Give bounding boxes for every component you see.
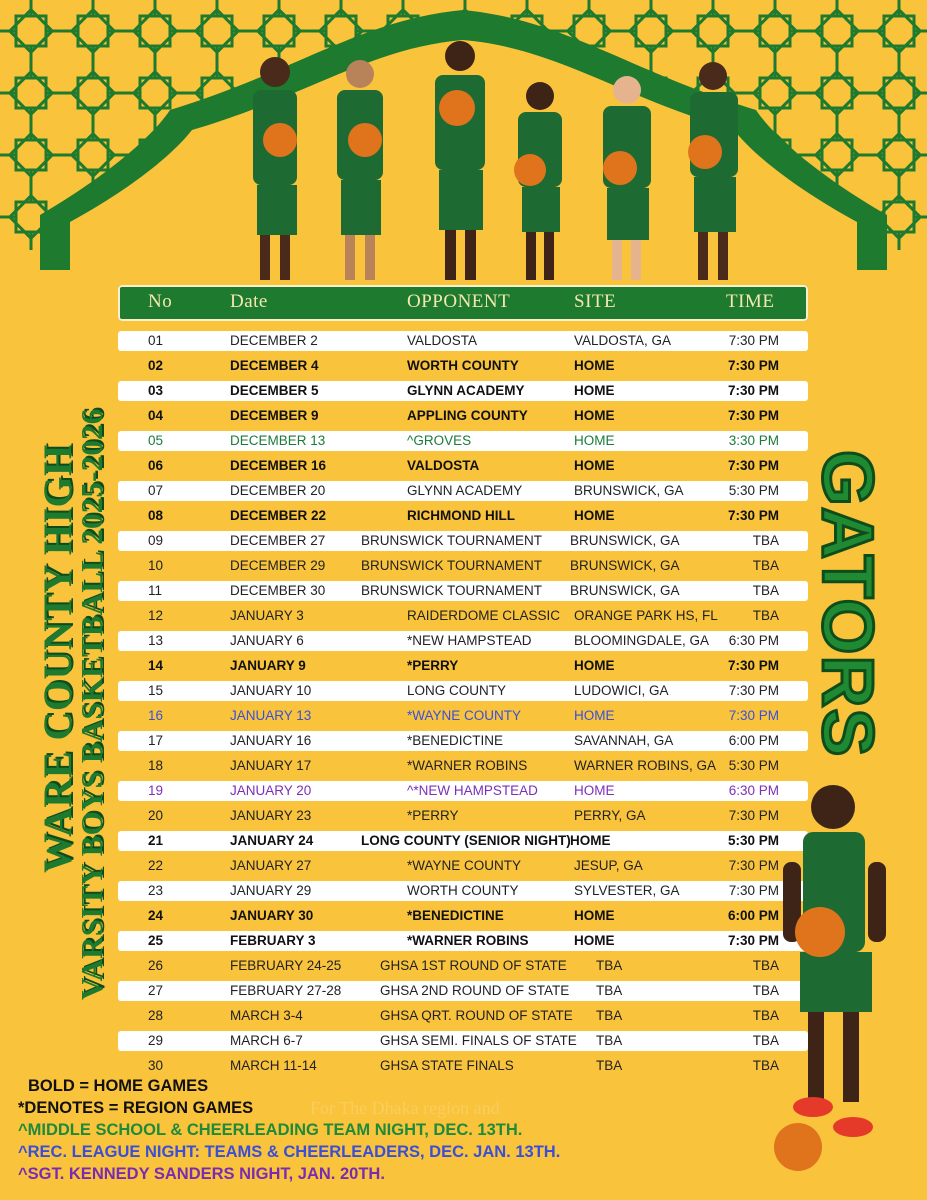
game-time: 6:30 PM [728,783,779,798]
game-time: TBA [752,1058,779,1073]
game-site: TBA [596,958,623,973]
game-opponent: GHSA QRT. ROUND OF STATE [380,1008,573,1023]
game-number: 21 [148,833,164,848]
header-no: No [148,291,173,312]
game-opponent: VALDOSTA [407,458,480,473]
game-number: 16 [148,708,164,723]
game-date: JANUARY 6 [230,633,304,648]
game-site: HOME [574,908,615,923]
schedule-row [118,531,808,551]
legend-bold: BOLD = HOME GAMES [28,1077,209,1095]
game-site: BLOOMINGDALE, GA [574,633,710,648]
legend-sgt-night: ^SGT. KENNEDY SANDERS NIGHT, JAN. 20TH. [18,1165,385,1183]
game-site: TBA [596,983,623,998]
header-date: Date [230,291,268,312]
game-opponent: LONG COUNTY (SENIOR NIGHT) [361,833,571,848]
game-number: 09 [148,533,164,548]
game-site: JESUP, GA [574,858,643,873]
game-opponent: GHSA 2ND ROUND OF STATE [380,983,570,998]
game-number: 23 [148,883,164,898]
game-number: 24 [148,908,164,923]
game-site: PERRY, GA [574,808,646,823]
game-site: HOME [574,933,615,948]
game-date: DECEMBER 13 [230,433,326,448]
game-site: HOME [574,358,615,373]
game-date: FEBRUARY 27-28 [230,983,342,998]
game-site: BRUNSWICK, GA [570,583,680,598]
game-date: JANUARY 29 [230,883,312,898]
schedule-row [118,931,808,951]
game-opponent: BRUNSWICK TOURNAMENT [361,533,543,548]
player-1 [253,57,297,280]
schedule-row [118,881,808,901]
game-number: 02 [148,358,164,373]
schedule-row [118,956,808,976]
schedule-row [118,506,808,526]
game-opponent: VALDOSTA [407,333,478,348]
game-number: 29 [148,1033,164,1048]
schedule-table [118,331,808,1081]
schedule-row [118,781,808,801]
schedule-row [118,556,808,576]
schedule-row [118,981,808,1001]
game-time: TBA [752,958,779,973]
game-time: TBA [752,558,779,573]
game-opponent: BRUNSWICK TOURNAMENT [361,583,543,598]
game-opponent: *BENEDICTINE [407,908,504,923]
game-number: 05 [148,433,164,448]
game-time: 5:30 PM [728,758,779,773]
schedule-row [118,1056,808,1076]
game-site: HOME [574,708,615,723]
game-date: JANUARY 10 [230,683,312,698]
schedule-row [118,706,808,726]
game-date: DECEMBER 20 [230,483,326,498]
legend-middle-school: ^MIDDLE SCHOOL & CHEERLEADING TEAM NIGHT, DEC. 13TH. [18,1121,523,1139]
legend-rec-league: ^REC. LEAGUE NIGHT: TEAMS & CHEERLEADERS, DEC. JAN. 13TH. [18,1143,561,1161]
game-opponent: LONG COUNTY [407,683,507,698]
schedule-row [118,731,808,751]
game-time: TBA [752,608,779,623]
school-title: WARE COUNTY HIGH [35,444,80,873]
schedule-row [118,1031,808,1051]
game-time: 3:30 PM [728,433,779,448]
schedule-row [118,581,808,601]
header-site: SITE [574,291,617,312]
game-opponent: APPLING COUNTY [407,408,528,423]
game-date: DECEMBER 9 [230,408,319,423]
schedule-row [118,406,808,426]
game-number: 25 [148,933,164,948]
game-time: TBA [752,1008,779,1023]
game-opponent: *WAYNE COUNTY [407,858,522,873]
game-number: 22 [148,858,164,873]
game-time: 7:30 PM [728,683,779,698]
schedule-row [118,431,808,451]
game-number: 28 [148,1008,164,1023]
game-site: HOME [570,833,611,848]
featured-player-photo [768,772,908,1172]
game-number: 19 [148,783,164,798]
game-number: 10 [148,558,164,573]
game-time: 7:30 PM [727,408,779,423]
game-time: 6:00 PM [728,733,779,748]
schedule-row [118,656,808,676]
game-date: JANUARY 24 [230,833,314,848]
game-opponent: *BENEDICTINE [407,733,504,748]
game-site: HOME [574,433,615,448]
game-time: 7:30 PM [727,658,779,673]
schedule-row [118,356,808,376]
game-site: TBA [596,1008,623,1023]
game-date: MARCH 11-14 [230,1058,317,1073]
game-date: MARCH 3-4 [230,1008,303,1023]
game-time: 5:30 PM [728,483,779,498]
game-date: JANUARY 20 [230,783,312,798]
game-site: SYLVESTER, GA [574,883,680,898]
game-time: 6:00 PM [727,908,779,923]
game-date: DECEMBER 2 [230,333,318,348]
game-date: DECEMBER 29 [230,558,326,573]
schedule-row [118,481,808,501]
game-date: JANUARY 23 [230,808,312,823]
game-time: TBA [752,1033,779,1048]
game-date: JANUARY 27 [230,858,312,873]
game-number: 04 [148,408,164,423]
game-opponent: RAIDERDOME CLASSIC [407,608,561,623]
game-opponent: WORTH COUNTY [407,883,519,898]
game-opponent: BRUNSWICK TOURNAMENT [361,558,543,573]
schedule-row [118,331,808,351]
game-site: HOME [574,383,615,398]
game-time: 7:30 PM [727,508,779,523]
game-number: 08 [148,508,164,523]
game-number: 06 [148,458,164,473]
game-time: 7:30 PM [728,883,779,898]
schedule-row [118,756,808,776]
game-number: 13 [148,633,164,648]
game-site: VALDOSTA, GA [574,333,672,348]
game-time: 7:30 PM [728,858,779,873]
schedule-header-bar [118,285,808,321]
game-number: 27 [148,983,164,998]
game-opponent: *NEW HAMPSTEAD [407,633,532,648]
game-number: 12 [148,608,164,623]
game-date: FEBRUARY 24-25 [230,958,342,973]
game-date: JANUARY 16 [230,733,312,748]
game-site: BRUNSWICK, GA [574,483,684,498]
game-site: WARNER ROBINS, GA [574,758,717,773]
game-time: 7:30 PM [727,358,779,373]
schedule-row [118,606,808,626]
game-number: 03 [148,383,164,398]
schedule-row [118,456,808,476]
game-time: TBA [752,533,779,548]
game-time: TBA [752,983,779,998]
schedule-row [118,681,808,701]
schedule-row [118,631,808,651]
legend-region: *DENOTES = REGION GAMES [18,1099,254,1117]
game-site: TBA [596,1033,623,1048]
game-number: 14 [148,658,164,673]
season-title: VARSITY BOYS BASKETBALL 2025-2026 [74,408,109,1000]
game-opponent: ^GROVES [407,433,472,448]
game-date: DECEMBER 4 [230,358,319,373]
game-site: ORANGE PARK HS, FL [574,608,718,623]
game-date: DECEMBER 22 [230,508,327,523]
game-site: BRUNSWICK, GA [570,558,680,573]
header-opponent: OPPONENT [407,291,511,312]
game-date: JANUARY 3 [230,608,304,623]
game-opponent: WORTH COUNTY [407,358,519,373]
game-time: 5:30 PM [727,833,779,848]
game-date: DECEMBER 30 [230,583,326,598]
legend [18,1075,560,1185]
team-name: GATORS [807,450,887,758]
schedule-row [118,1006,808,1026]
schedule-row [118,856,808,876]
game-number: 01 [148,333,164,348]
game-opponent: *WARNER ROBINS [407,758,528,773]
game-opponent: GLYNN ACADEMY [407,383,525,398]
game-number: 07 [148,483,164,498]
game-time: 7:30 PM [727,383,779,398]
game-date: JANUARY 13 [230,708,312,723]
game-site: HOME [574,658,615,673]
game-site: BRUNSWICK, GA [570,533,680,548]
game-opponent: *WARNER ROBINS [407,933,529,948]
game-number: 17 [148,733,164,748]
faint-watermark-text: For The Dhaka region and [310,1098,500,1118]
game-number: 18 [148,758,164,773]
game-site: HOME [574,458,615,473]
game-number: 15 [148,683,164,698]
game-date: DECEMBER 16 [230,458,327,473]
header-time: TIME [726,291,775,312]
game-time: 7:30 PM [727,933,779,948]
schedule-row [118,806,808,826]
game-number: 11 [148,583,163,598]
game-site: SAVANNAH, GA [574,733,674,748]
game-site: HOME [574,408,615,423]
team-players-photo [235,40,755,285]
game-opponent: ^*NEW HAMPSTEAD [407,783,538,798]
game-site: LUDOWICI, GA [574,683,669,698]
game-opponent: *WAYNE COUNTY [407,708,522,723]
game-opponent: GHSA STATE FINALS [380,1058,514,1073]
game-time: 7:30 PM [727,458,779,473]
game-number: 20 [148,808,164,823]
game-time: 7:30 PM [728,333,779,348]
game-site: HOME [574,508,615,523]
schedule-row [118,831,808,851]
game-time: 7:30 PM [728,708,779,723]
schedule-row [118,381,808,401]
game-number: 26 [148,958,164,973]
game-date: JANUARY 9 [230,658,306,673]
game-site: TBA [596,1058,623,1073]
game-site: HOME [574,783,615,798]
game-date: DECEMBER 27 [230,533,326,548]
game-opponent: GHSA 1ST ROUND OF STATE [380,958,567,973]
game-opponent: GLYNN ACADEMY [407,483,523,498]
game-date: JANUARY 30 [230,908,314,923]
game-opponent: GHSA SEMI. FINALS OF STATE [380,1033,577,1048]
schedule-row [118,906,808,926]
game-opponent: *PERRY [407,808,459,823]
game-time: 7:30 PM [728,808,779,823]
game-time: 6:30 PM [728,633,779,648]
game-time: TBA [752,583,779,598]
game-number: 30 [148,1058,164,1073]
game-date: JANUARY 17 [230,758,312,773]
game-opponent: *PERRY [407,658,459,673]
game-opponent: RICHMOND HILL [407,508,515,523]
game-date: DECEMBER 5 [230,383,319,398]
game-date: MARCH 6-7 [230,1033,303,1048]
game-date: FEBRUARY 3 [230,933,316,948]
